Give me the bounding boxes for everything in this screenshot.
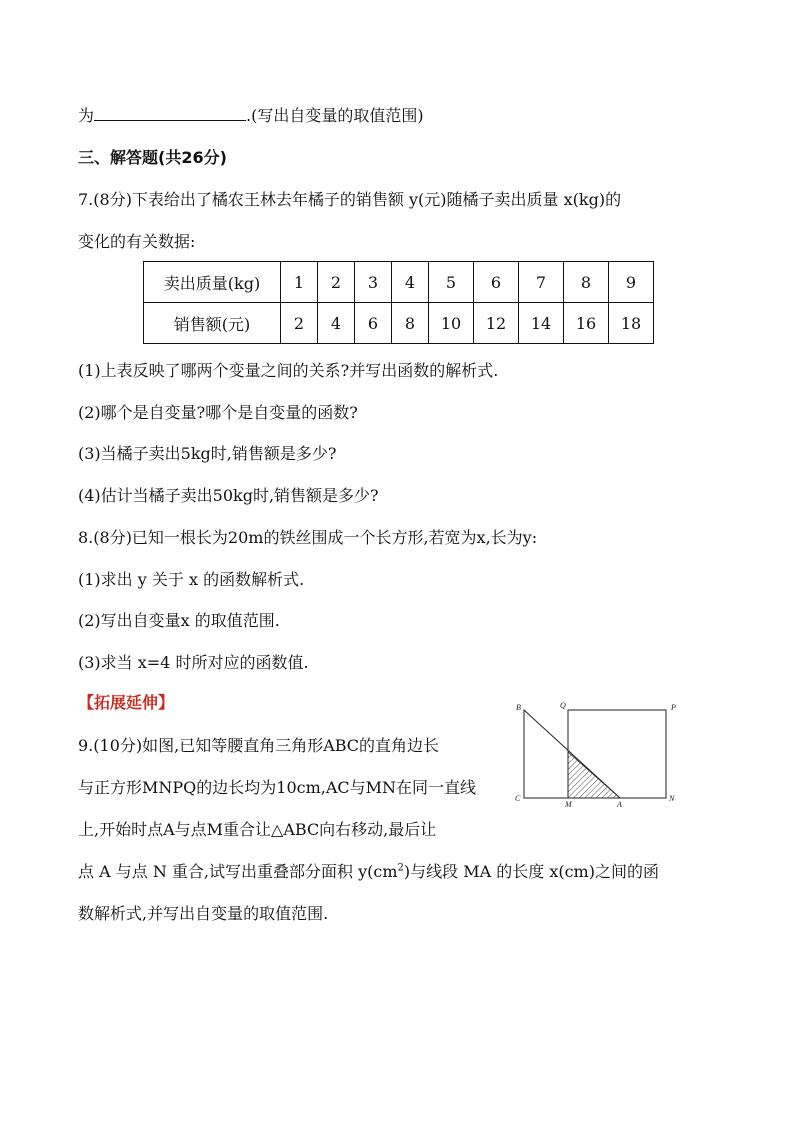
q7-stem-line1: 7.(8分)下表给出了橘农王林去年橘子的销售额 y(元)随橘子卖出质量 x(kg)的 bbox=[78, 190, 622, 209]
q9-stem-line1: 9.(10分)如图,已知等腰直角三角形ABC的直角边长 bbox=[78, 736, 440, 755]
q8-sub3: (3)求当 x=4 时所对应的函数值. bbox=[78, 653, 309, 672]
q7-data-table bbox=[143, 261, 654, 344]
table-header-sales: 销售额(元) bbox=[144, 303, 281, 344]
extension-title: 【拓展延伸】 bbox=[78, 693, 175, 712]
label-n: N bbox=[669, 794, 675, 803]
q7-sub1: (1)上表反映了哪两个变量之间的关系?并写出函数的解析式. bbox=[78, 361, 499, 380]
overlap-region bbox=[568, 752, 620, 798]
q8-stem: 8.(8分)已知一根长为20m的铁丝围成一个长方形,若宽为x,长为y: bbox=[78, 528, 538, 547]
q7-sub3: (3)当橘子卖出5kg时,销售额是多少? bbox=[78, 444, 337, 463]
table-cell: 2 bbox=[318, 262, 355, 303]
label-q: Q bbox=[560, 701, 566, 710]
table-cell: 12 bbox=[474, 303, 519, 344]
q6-answer-line bbox=[78, 105, 424, 127]
q9-geometry-figure bbox=[510, 697, 690, 809]
q9-line4-part1: 点 A 与点 N 重合,试写出重叠部分面积 y(cm bbox=[78, 862, 398, 881]
label-p: P bbox=[671, 703, 676, 712]
q6-suffix: .(写出自变量的取值范围) bbox=[246, 106, 424, 125]
table-cell: 9 bbox=[609, 262, 654, 303]
table-cell: 8 bbox=[392, 303, 429, 344]
table-cell: 18 bbox=[609, 303, 654, 344]
table-cell: 5 bbox=[429, 262, 474, 303]
q7-stem-line2: 变化的有关数据: bbox=[78, 232, 196, 251]
table-cell: 7 bbox=[519, 262, 564, 303]
table-cell: 6 bbox=[474, 262, 519, 303]
label-c: C bbox=[515, 794, 521, 803]
table-cell: 3 bbox=[355, 262, 392, 303]
table-cell: 6 bbox=[355, 303, 392, 344]
q8-sub1: (1)求出 y 关于 x 的函数解析式. bbox=[78, 570, 305, 589]
q6-prefix: 为 bbox=[78, 106, 95, 125]
label-m: M bbox=[565, 800, 572, 809]
q9-stem-line3: 上,开始时点A与点M重合让△ABC向右移动,最后让 bbox=[78, 820, 437, 839]
table-cell: 2 bbox=[281, 303, 318, 344]
section3-title: 三、解答题(共26分) bbox=[78, 148, 227, 167]
table-cell: 14 bbox=[519, 303, 564, 344]
table-cell: 4 bbox=[318, 303, 355, 344]
q9-stem-line4 bbox=[78, 861, 659, 883]
q9-stem-line2: 与正方形MNPQ的边长均为10cm,AC与MN在同一直线 bbox=[78, 778, 477, 797]
q7-sub2: (2)哪个是自变量?哪个是自变量的函数? bbox=[78, 403, 358, 422]
table-cell: 8 bbox=[564, 262, 609, 303]
q9-superscript-2: 2 bbox=[397, 862, 404, 874]
q7-sub4: (4)估计当橘子卖出50kg时,销售额是多少? bbox=[78, 486, 379, 505]
q6-answer-blank[interactable] bbox=[94, 106, 246, 121]
table-row-sales bbox=[144, 303, 654, 344]
q9-line4-part2: )与线段 MA 的长度 x(cm)之间的函 bbox=[403, 862, 659, 881]
q8-sub2: (2)写出自变量x 的取值范围. bbox=[78, 611, 280, 630]
q9-stem-line5: 数解析式,并写出自变量的取值范围. bbox=[78, 904, 329, 923]
table-cell: 1 bbox=[281, 262, 318, 303]
table-cell: 10 bbox=[429, 303, 474, 344]
table-row-mass bbox=[144, 262, 654, 303]
label-a: A bbox=[617, 800, 622, 809]
table-cell: 16 bbox=[564, 303, 609, 344]
table-header-mass: 卖出质量(kg) bbox=[144, 262, 281, 303]
label-b: B bbox=[516, 703, 521, 712]
table-cell: 4 bbox=[392, 262, 429, 303]
